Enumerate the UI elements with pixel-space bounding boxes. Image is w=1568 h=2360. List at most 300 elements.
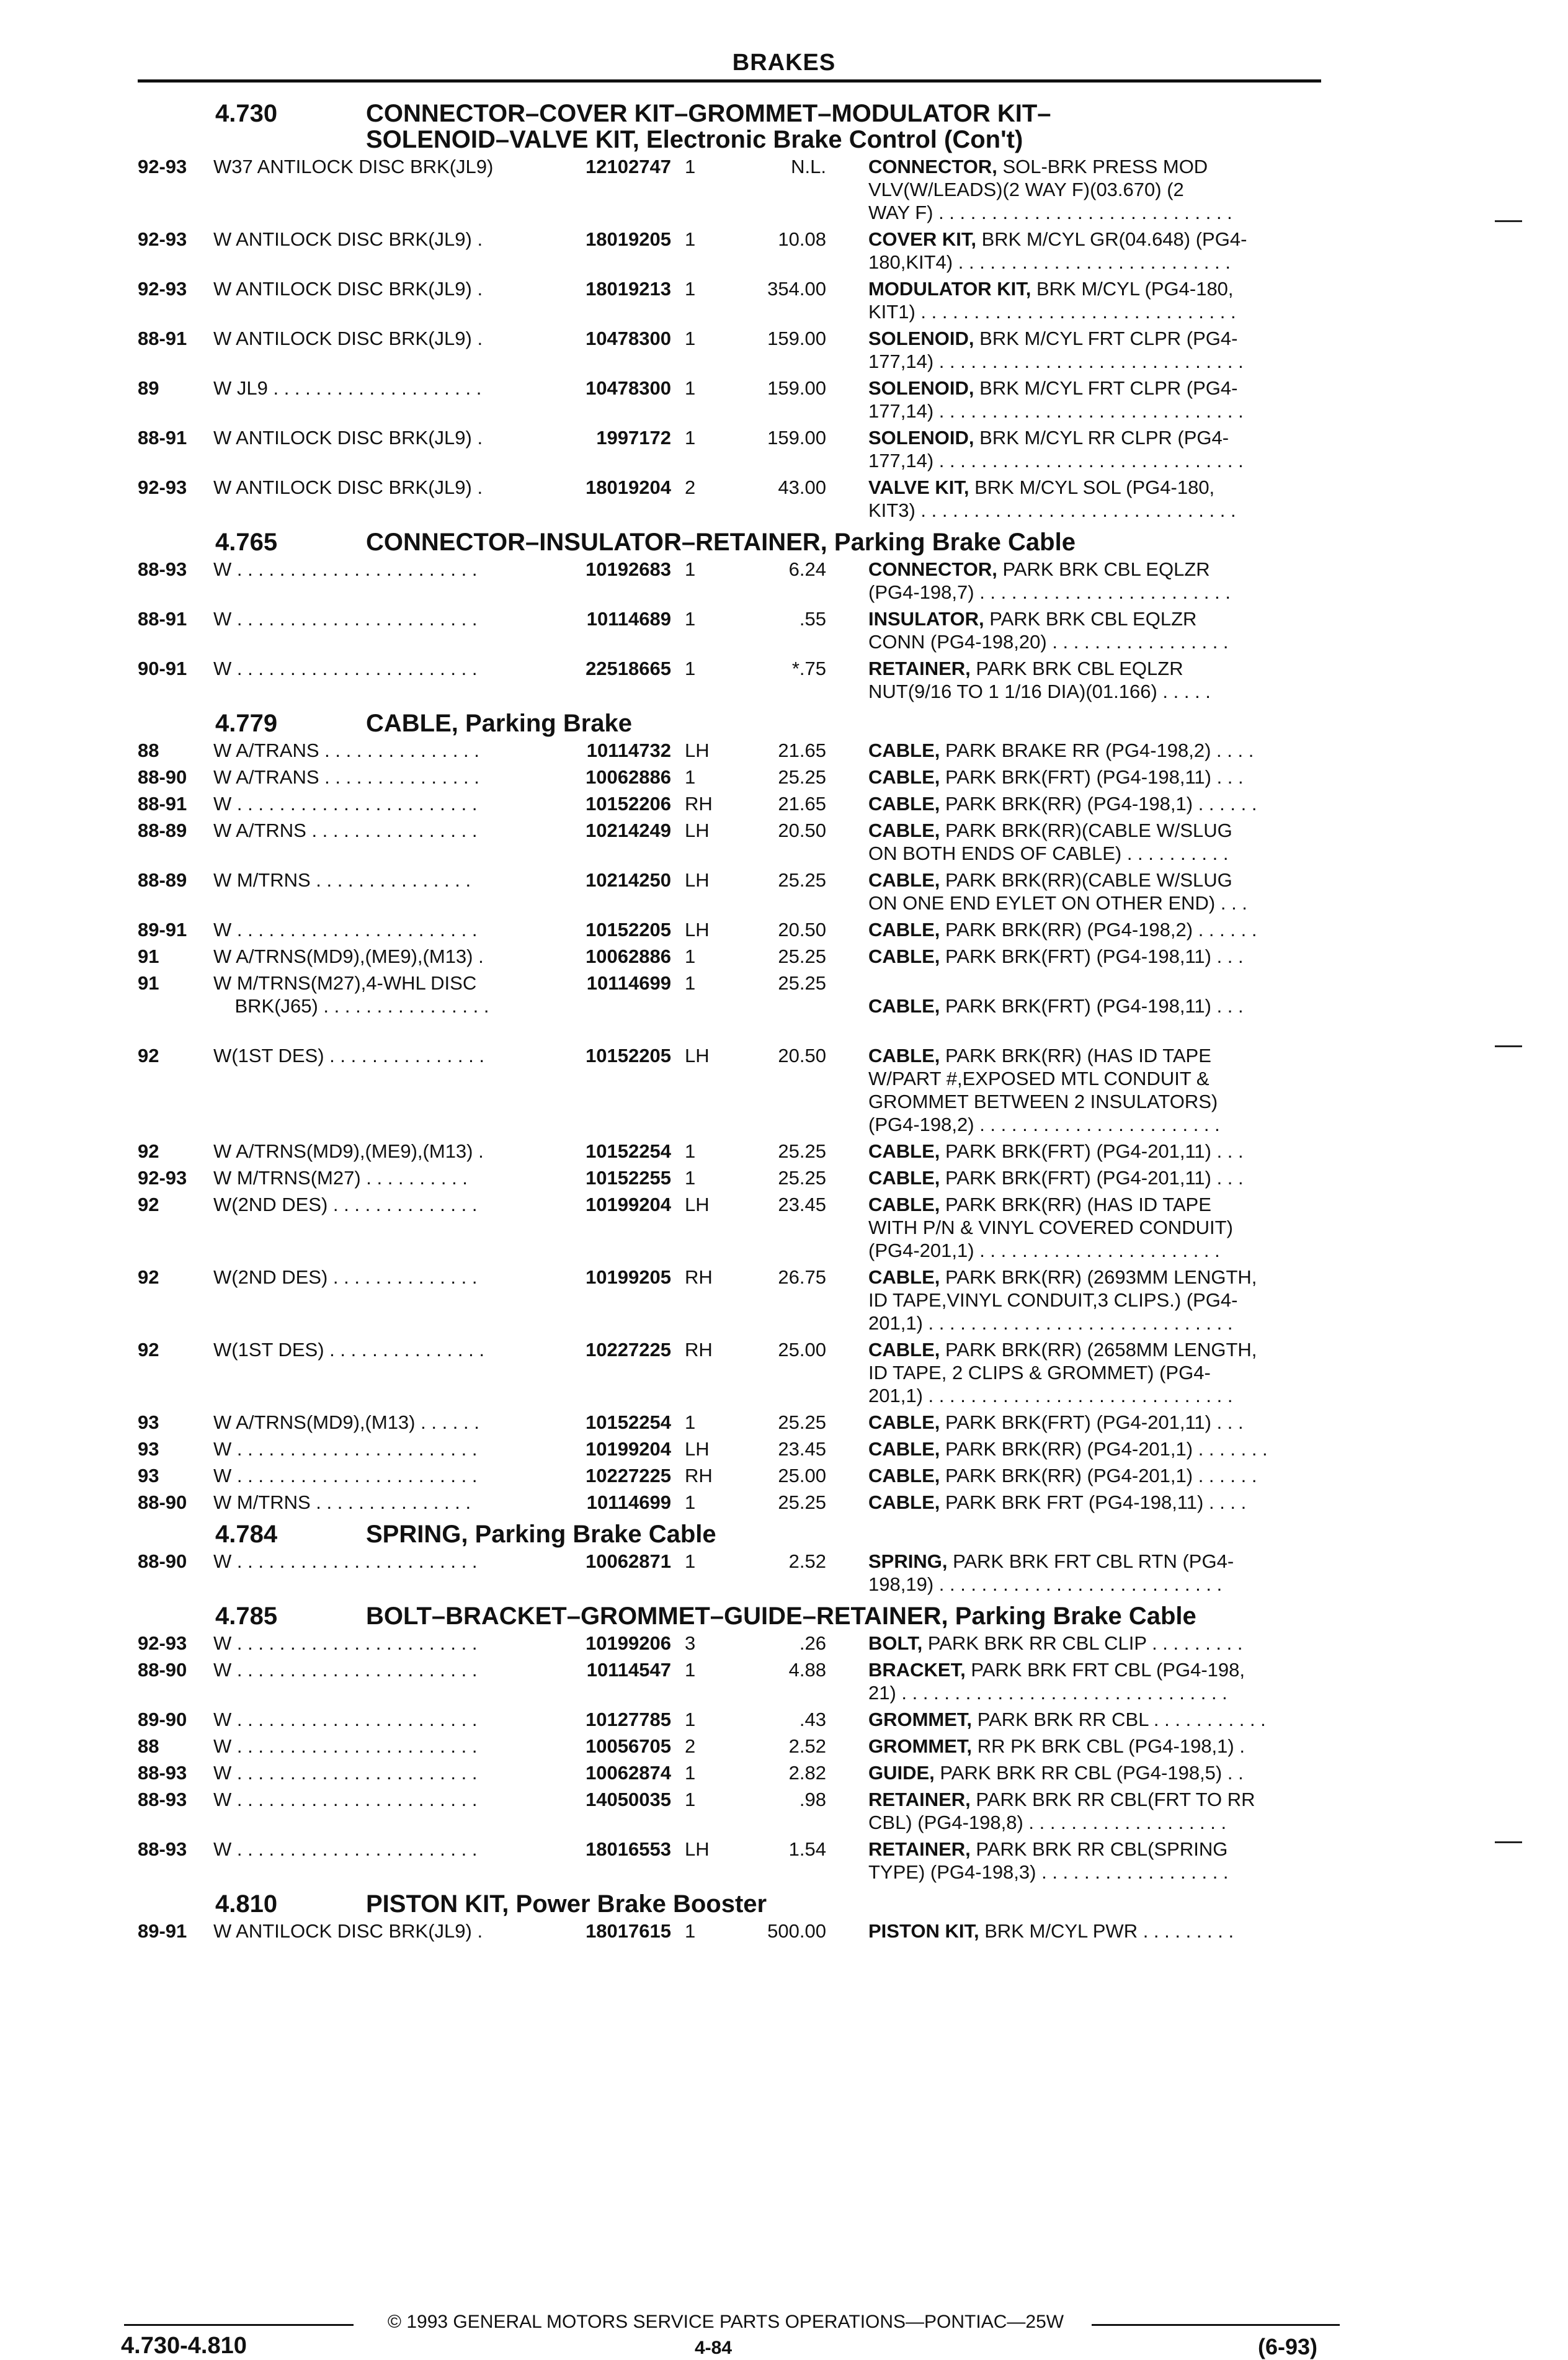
part-row [138, 155, 1341, 224]
application-description: W . . . . . . . . . . . . . . . . . . . . . . . [213, 1659, 478, 1681]
part-name: CONNECTOR, [868, 558, 997, 580]
quantity: 1 [685, 1659, 696, 1681]
model-years: 88 [138, 740, 159, 761]
part-row [138, 1632, 1341, 1655]
part-number: 22518665 [559, 657, 671, 680]
footer-page-number: 4-84 [695, 2338, 733, 2358]
part-number: 18019204 [559, 476, 671, 499]
part-name-block [868, 972, 1321, 1040]
part-name-block [868, 1920, 1321, 1942]
part-name-block [868, 657, 1321, 703]
application-description: W . . . . . . . . . . . . . . . . . . . . . . . [213, 608, 478, 630]
price: *.75 [791, 658, 826, 679]
part-name-block [868, 327, 1321, 373]
part-row [138, 819, 1341, 865]
part-detail: RR PK BRK CBL (PG4-198,1) . [977, 1735, 1245, 1757]
part-name-block [868, 426, 1321, 472]
margin-tick [1495, 220, 1522, 222]
part-name: SOLENOID, [868, 377, 974, 399]
part-number: 10192683 [559, 558, 671, 581]
application-description: W A/TRNS(MD9),(ME9),(M13) . [213, 1140, 484, 1162]
part-name: BRACKET, [868, 1659, 966, 1681]
model-years: 92-93 [138, 476, 187, 498]
price: 2.52 [788, 1735, 826, 1757]
price: 159.00 [767, 427, 826, 449]
quantity: 1 [685, 377, 696, 399]
part-name-block [868, 558, 1321, 604]
part-name-line [868, 155, 1321, 178]
price: 25.00 [778, 1465, 826, 1486]
price: .43 [799, 1709, 826, 1730]
part-number: 12102747 [559, 155, 671, 178]
application-description: W . . . . . . . . . . . . . . . . . . . . . . . [213, 1838, 478, 1860]
part-detail: PARK BRK(RR) (PG4-198,1) . . . . . . [945, 793, 1257, 815]
part-name-block [868, 869, 1321, 914]
section-heading [138, 710, 1341, 736]
part-number: 18019205 [559, 228, 671, 251]
part-name-block [868, 228, 1321, 274]
part-number: 10062871 [559, 1550, 671, 1573]
price: 25.25 [778, 1491, 826, 1513]
part-name: GROMMET, [868, 1709, 973, 1730]
application-description: W A/TRANS . . . . . . . . . . . . . . . [213, 740, 479, 761]
margin-tick [1495, 1045, 1522, 1047]
part-row [138, 1411, 1341, 1434]
model-years: 88-89 [138, 869, 187, 891]
part-name-block [868, 1761, 1321, 1784]
part-name: CABLE, [868, 740, 940, 761]
part-name-block [868, 918, 1321, 941]
part-detail: PARK BRK(RR) (PG4-201,1) . . . . . . [945, 1465, 1257, 1486]
part-name-line [868, 558, 1321, 581]
part-detail: BRK M/CYL GR(04.648) (PG4- [981, 228, 1247, 250]
part-number: 18019213 [559, 277, 671, 300]
part-name-line [868, 1411, 1321, 1434]
part-name-line [868, 327, 1321, 350]
model-years: 88-93 [138, 558, 187, 580]
footer-section-range: 4.730-4.810 [121, 2333, 247, 2359]
part-row [138, 1761, 1341, 1784]
part-detail: PARK BRK CBL EQLZR [989, 608, 1197, 630]
part-name: CABLE, [868, 1339, 940, 1361]
quantity: LH [685, 869, 710, 891]
part-name-block [868, 277, 1321, 323]
part-number: 10152254 [559, 1140, 671, 1163]
part-detail-line: VLV(W/LEADS)(2 WAY F)(03.670) (2 [868, 179, 1184, 200]
model-years: 91 [138, 972, 159, 994]
part-detail: PARK BRK(FRT) (PG4-201,11) . . . [945, 1167, 1244, 1189]
part-detail: PARK BRK FRT CBL (PG4-198, [971, 1659, 1245, 1681]
application-description: W(2ND DES) . . . . . . . . . . . . . . [213, 1266, 478, 1288]
part-row [138, 1044, 1341, 1136]
quantity: RH [685, 1339, 713, 1361]
model-years: 92-93 [138, 278, 187, 300]
price: 25.00 [778, 1339, 826, 1361]
part-name-block [868, 1788, 1321, 1834]
application-description: W A/TRNS(MD9),(M13) . . . . . . [213, 1411, 479, 1433]
part-row [138, 1437, 1341, 1460]
part-name: CABLE, [868, 1465, 940, 1486]
price: 25.25 [778, 1140, 826, 1162]
price: 21.65 [778, 793, 826, 815]
model-years: 89-90 [138, 1709, 187, 1730]
application-description: W ANTILOCK DISC BRK(JL9) . [213, 1920, 483, 1942]
part-detail-line: TYPE) (PG4-198,3) . . . . . . . . . . . . . . . . . . [868, 1861, 1229, 1883]
part-name: CABLE, [868, 820, 940, 841]
part-name-line [868, 426, 1321, 449]
application-description: W(1ST DES) . . . . . . . . . . . . . . . [213, 1045, 484, 1066]
model-years: 92 [138, 1266, 159, 1288]
part-name-block [868, 766, 1321, 789]
margin-tick [1495, 1841, 1522, 1843]
part-detail: PARK BRK(RR)(CABLE W/SLUG [945, 869, 1232, 891]
model-years: 88-90 [138, 1550, 187, 1572]
model-years: 88 [138, 1735, 159, 1757]
section-title: CONNECTOR–INSULATOR–RETAINER, Parking Brake Cable [366, 529, 1076, 556]
part-detail-line: 198,19) . . . . . . . . . . . . . . . . . . . . . . . . . . . [868, 1573, 1223, 1595]
model-years: 92 [138, 1045, 159, 1066]
part-row [138, 1266, 1341, 1334]
part-row [138, 1838, 1341, 1884]
part-name-line [868, 277, 1321, 300]
application-description: W M/TRNS . . . . . . . . . . . . . . . [213, 869, 471, 891]
footer-rule-right [1092, 2324, 1340, 2326]
application-description: W . . . . . . . . . . . . . . . . . . . . . . . [213, 1735, 478, 1757]
price: 20.50 [778, 1045, 826, 1066]
model-years: 88-90 [138, 1659, 187, 1681]
part-name-line [868, 1658, 1321, 1681]
price: 21.65 [778, 740, 826, 761]
quantity: 3 [685, 1632, 696, 1654]
part-name: CABLE, [868, 793, 940, 815]
model-years: 92-93 [138, 1167, 187, 1189]
part-row [138, 1550, 1341, 1596]
quantity: 1 [685, 1411, 696, 1433]
part-name: CABLE, [868, 1438, 940, 1460]
section-title: BOLT–BRACKET–GROMMET–GUIDE–RETAINER, Parking Brake Cable [366, 1602, 1196, 1630]
quantity: 1 [685, 945, 696, 967]
price: 25.25 [778, 869, 826, 891]
footer-rule-left [124, 2324, 354, 2326]
part-number: 10214249 [559, 819, 671, 842]
price: .26 [799, 1632, 826, 1654]
part-row [138, 1193, 1341, 1262]
model-years: 93 [138, 1411, 159, 1433]
section-number: 4.765 [215, 529, 278, 556]
price: .55 [799, 608, 826, 630]
section-title: CONNECTOR–COVER KIT–GROMMET–MODULATOR KIT– [366, 100, 1051, 127]
section-number: 4.784 [215, 1521, 278, 1548]
part-name: BOLT, [868, 1632, 923, 1654]
part-row [138, 1735, 1341, 1758]
part-name-line [868, 1140, 1321, 1163]
model-years: 93 [138, 1465, 159, 1486]
application-description: W M/TRNS . . . . . . . . . . . . . . . [213, 1491, 471, 1513]
price: 43.00 [778, 476, 826, 498]
part-row [138, 1658, 1341, 1704]
part-detail-line: (PG4-198,2) . . . . . . . . . . . . . . . . . . . . . . . [868, 1114, 1220, 1135]
price: 6.24 [788, 558, 826, 580]
part-name: COVER KIT, [868, 228, 976, 250]
part-name-line [868, 377, 1321, 400]
model-years: 92 [138, 1194, 159, 1215]
part-name: CABLE, [868, 995, 940, 1017]
quantity: 2 [685, 1735, 696, 1757]
application-description: W . . . . . . . . . . . . . . . . . . . . . . . [213, 793, 478, 815]
part-row [138, 918, 1341, 941]
part-detail-line: 21) . . . . . . . . . . . . . . . . . . . . . . . . . . . . . . . [868, 1682, 1227, 1704]
section-title: SOLENOID–VALVE KIT, Electronic Brake Control (Con't) [366, 126, 1023, 153]
quantity: RH [685, 1266, 713, 1288]
part-detail: PARK BRK(FRT) (PG4-201,11) . . . [945, 1411, 1244, 1433]
part-row [138, 1140, 1341, 1163]
part-name-line [868, 607, 1321, 630]
part-name-block [868, 607, 1321, 653]
part-name: CABLE, [868, 1045, 940, 1066]
part-name-line [868, 819, 1321, 842]
part-number: 10152254 [559, 1411, 671, 1434]
price: 20.50 [778, 820, 826, 841]
application-description: W . . . . . . . . . . . . . . . . . . . . . . . [213, 1709, 478, 1730]
section-heading [138, 529, 1341, 555]
part-detail-line: (PG4-201,1) . . . . . . . . . . . . . . . . . . . . . . . [868, 1240, 1220, 1261]
part-name-block [868, 739, 1321, 762]
part-name-line [868, 1550, 1321, 1573]
part-name-line [868, 918, 1321, 941]
application-description: W ANTILOCK DISC BRK(JL9) . [213, 228, 483, 250]
quantity: 1 [685, 1762, 696, 1784]
part-detail: BRK M/CYL SOL (PG4-180, [974, 476, 1215, 498]
part-row [138, 607, 1341, 653]
part-name: RETAINER, [868, 1789, 971, 1810]
application-description: W . . . . . . . . . . . . . . . . . . . . . . . [213, 1632, 478, 1654]
part-name-line [868, 1838, 1321, 1861]
model-years: 88-93 [138, 1789, 187, 1810]
application-description: W ANTILOCK DISC BRK(JL9) . [213, 476, 483, 498]
price: 25.25 [778, 972, 826, 994]
part-name: CABLE, [868, 869, 940, 891]
model-years: 88-90 [138, 1491, 187, 1513]
part-number: 10062874 [559, 1761, 671, 1784]
part-number: 10214250 [559, 869, 671, 892]
model-years: 89-91 [138, 919, 187, 941]
model-years: 91 [138, 945, 159, 967]
part-number: 10227225 [559, 1338, 671, 1361]
part-name-block [868, 1838, 1321, 1884]
part-name-line [868, 476, 1321, 499]
part-number: 10127785 [559, 1708, 671, 1731]
quantity: LH [685, 919, 710, 941]
quantity: RH [685, 793, 713, 815]
part-row [138, 426, 1341, 472]
model-years: 92 [138, 1339, 159, 1361]
part-detail: PARK BRK RR CBL(FRT TO RR [976, 1789, 1255, 1810]
quantity: 1 [685, 1140, 696, 1162]
part-row [138, 1338, 1341, 1407]
part-detail: PARK BRK CBL EQLZR [976, 658, 1183, 679]
part-name: RETAINER, [868, 658, 971, 679]
part-number: 10056705 [559, 1735, 671, 1758]
part-name: PISTON KIT, [868, 1920, 979, 1942]
price: 20.50 [778, 919, 826, 941]
application-description: W ANTILOCK DISC BRK(JL9) . [213, 427, 483, 449]
application-description: W . . . . . . . . . . . . . . . . . . . . . . . [213, 1438, 478, 1460]
part-number: 10478300 [559, 327, 671, 350]
price: 159.00 [767, 377, 826, 399]
quantity: 1 [685, 278, 696, 300]
model-years: 88-93 [138, 1838, 187, 1860]
part-name: GUIDE, [868, 1762, 935, 1784]
part-name-block [868, 945, 1321, 968]
part-detail-line: 177,14) . . . . . . . . . . . . . . . . . . . . . . . . . . . . . [868, 450, 1244, 472]
part-name-block [868, 1411, 1321, 1434]
quantity: 1 [685, 427, 696, 449]
part-detail: PARK BRK(RR) (2658MM LENGTH, [945, 1339, 1257, 1361]
part-number: 10114547 [559, 1658, 671, 1681]
part-detail-line: 180,KIT4) . . . . . . . . . . . . . . . . . . . . . . . . . . [868, 251, 1231, 273]
part-name-block [868, 1338, 1321, 1407]
part-detail-line: CBL) (PG4-198,8) . . . . . . . . . . . . . . . . . . . [868, 1812, 1227, 1833]
part-number: 10152206 [559, 792, 671, 815]
section-title: SPRING, Parking Brake Cable [366, 1521, 716, 1548]
model-years: 88-91 [138, 608, 187, 630]
part-detail-line: WITH P/N & VINYL COVERED CONDUIT) [868, 1217, 1233, 1238]
part-detail: BRK M/CYL (PG4-180, [1036, 278, 1234, 300]
part-name-line [868, 1266, 1321, 1289]
section-heading [138, 1521, 1341, 1547]
part-name-block [868, 1735, 1321, 1758]
part-name-line [868, 1464, 1321, 1487]
part-name-block [868, 1632, 1321, 1655]
part-name-line [868, 945, 1321, 968]
part-detail-line: ID TAPE,VINYL CONDUIT,3 CLIPS.) (PG4- [868, 1289, 1238, 1311]
header-rule [138, 79, 1321, 83]
part-detail-line: KIT1) . . . . . . . . . . . . . . . . . . . . . . . . . . . . . . [868, 301, 1236, 323]
price: 2.82 [788, 1762, 826, 1784]
model-years: 92 [138, 1140, 159, 1162]
part-name-line [868, 792, 1321, 815]
part-name-block [868, 1140, 1321, 1163]
price: 500.00 [767, 1920, 826, 1942]
part-number: 10114699 [559, 1491, 671, 1514]
model-years: 89 [138, 377, 159, 399]
part-detail: BRK M/CYL RR CLPR (PG4- [979, 427, 1229, 449]
quantity: 1 [685, 972, 696, 994]
part-row [138, 739, 1341, 762]
part-detail-line: KIT3) . . . . . . . . . . . . . . . . . . . . . . . . . . . . . . [868, 499, 1236, 521]
model-years: 89-91 [138, 1920, 187, 1942]
section-number: 4.810 [215, 1890, 278, 1918]
part-name-line [868, 739, 1321, 762]
part-name: SOLENOID, [868, 427, 974, 449]
section-number: 4.730 [215, 100, 278, 127]
part-name-line [868, 1708, 1321, 1731]
model-years: 92-93 [138, 228, 187, 250]
footer-date: (6-93) [1258, 2334, 1318, 2359]
part-name: CABLE, [868, 919, 940, 941]
price: 23.45 [778, 1438, 826, 1460]
part-detail: PARK BRK(FRT) (PG4-198,11) . . . [945, 766, 1244, 788]
part-row [138, 792, 1341, 815]
part-number: 10227225 [559, 1464, 671, 1487]
part-row [138, 228, 1341, 274]
part-detail: PARK BRK RR CBL (PG4-198,5) . . [940, 1762, 1244, 1784]
quantity: 1 [685, 156, 696, 177]
part-number: 10152255 [559, 1166, 671, 1189]
part-name: MODULATOR KIT, [868, 278, 1031, 300]
part-name: CABLE, [868, 1491, 940, 1513]
part-detail: PARK BRK RR CBL CLIP . . . . . . . . . [927, 1632, 1243, 1654]
part-row [138, 558, 1341, 604]
part-name-line [868, 1632, 1321, 1655]
part-detail-line: GROMMET BETWEEN 2 INSULATORS) [868, 1091, 1218, 1112]
quantity: LH [685, 1838, 710, 1860]
part-detail: PARK BRK(FRT) (PG4-198,11) . . . [945, 945, 1244, 967]
part-detail: PARK BRAKE RR (PG4-198,2) . . . . [945, 740, 1254, 761]
part-name-block [868, 1266, 1321, 1334]
quantity: LH [685, 1194, 710, 1215]
part-detail: PARK BRK FRT CBL RTN (PG4- [953, 1550, 1234, 1572]
price: 4.88 [788, 1659, 826, 1681]
part-name-line [868, 1761, 1321, 1784]
quantity: 1 [685, 766, 696, 788]
quantity: 1 [685, 558, 696, 580]
part-name-block [868, 1437, 1321, 1460]
model-years: 88-91 [138, 427, 187, 449]
application-description: W A/TRNS(MD9),(ME9),(M13) . [213, 945, 484, 967]
section-heading [138, 101, 1341, 153]
part-row [138, 277, 1341, 323]
price: 25.25 [778, 945, 826, 967]
part-number: 10114699 [559, 972, 671, 995]
quantity: 1 [685, 658, 696, 679]
quantity: 1 [685, 1789, 696, 1810]
part-name: CABLE, [868, 1167, 940, 1189]
part-detail-line: ID TAPE, 2 CLIPS & GROMMET) (PG4- [868, 1362, 1211, 1383]
part-detail: SOL-BRK PRESS MOD [1002, 156, 1208, 177]
quantity: LH [685, 740, 710, 761]
part-name: CABLE, [868, 766, 940, 788]
quantity: 1 [685, 1167, 696, 1189]
part-name-line [868, 995, 1321, 1017]
part-row [138, 1166, 1341, 1189]
part-name-block [868, 1491, 1321, 1514]
part-name-line [868, 1788, 1321, 1811]
price: 26.75 [778, 1266, 826, 1288]
part-name-line [868, 1735, 1321, 1758]
part-row [138, 1491, 1341, 1514]
part-name-line [868, 1491, 1321, 1514]
part-name-block [868, 792, 1321, 815]
part-name: CABLE, [868, 945, 940, 967]
part-detail-line: W/PART #,EXPOSED MTL CONDUIT & [868, 1068, 1209, 1089]
part-number: 10114732 [559, 739, 671, 762]
part-row [138, 945, 1341, 968]
application-description: W(2ND DES) . . . . . . . . . . . . . . [213, 1194, 478, 1215]
quantity: 1 [685, 1920, 696, 1942]
part-name: SOLENOID, [868, 328, 974, 349]
price: 25.25 [778, 1167, 826, 1189]
part-name-line [868, 657, 1321, 680]
part-name-block [868, 819, 1321, 865]
model-years: 90-91 [138, 658, 187, 679]
price: 25.25 [778, 766, 826, 788]
application-description: W M/TRNS(M27),4-WHL DISC BRK(J65) . . . . . . . . . . . . . . . . [213, 972, 489, 1017]
application-description: W . . . . . . . . . . . . . . . . . . . . . . . [213, 1789, 478, 1810]
part-name-line [868, 766, 1321, 789]
part-detail-line: WAY F) . . . . . . . . . . . . . . . . . . . . . . . . . . . . [868, 202, 1232, 223]
part-number: 10478300 [559, 377, 671, 400]
